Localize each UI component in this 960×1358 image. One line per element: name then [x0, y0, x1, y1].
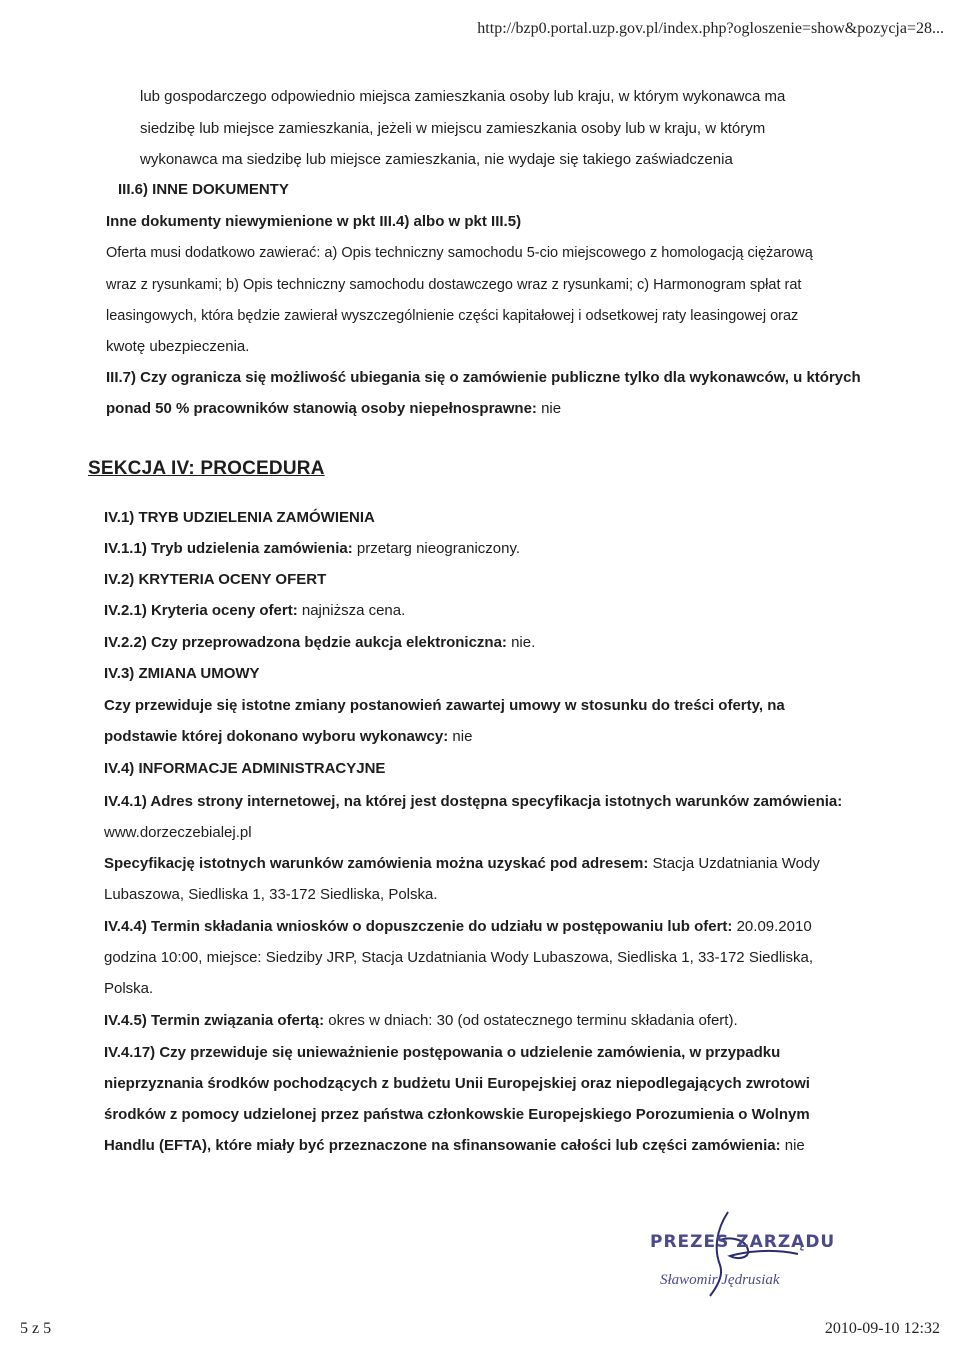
label: IV.2.2) Czy przeprowadzona będzie aukcja elektroniczna:: [104, 634, 507, 651]
text-line: Oferta musi dodatkowo zawierać: a) Opis techniczny samochodu 5-cio miejscowego z homologacją ciężarową: [106, 245, 813, 261]
text-line: siedzibę lub miejsce zamieszkania, jeżeli w miejscu zamieszkania osoby lub w kraju, w którym: [140, 120, 766, 137]
heading-iii6: III.6) INNE DOKUMENTY: [118, 181, 289, 198]
text-line: leasingowych, która będzie zawierał wyszczególnienie części kapitałowej i odsetkowej raty leasingowej oraz: [106, 308, 799, 324]
text-line: [104, 634, 535, 651]
print-datetime: 2010-09-10 12:32: [824, 1320, 940, 1337]
text-line: [104, 602, 405, 619]
label: podstawie której dokonano wyboru wykonawcy:: [104, 728, 449, 745]
text-line: IV.4.1) Adres strony internetowej, na której jest dostępna specyfikacja istotnych warunków zamówienia:: [104, 793, 843, 810]
label: ponad 50 % pracowników stanowią osoby niepełnosprawne:: [106, 400, 537, 417]
text-line: nieprzyznania środków pochodzących z budżetu Unii Europejskiej oraz niepodlegających zwrotowi: [104, 1075, 810, 1092]
value: nie: [784, 1137, 805, 1154]
text-line: [104, 728, 472, 745]
value: przetarg nieograniczony.: [356, 540, 521, 557]
text-line: Lubaszowa, Siedliska 1, 33-172 Siedliska, Polska.: [104, 886, 438, 903]
text-line: [106, 400, 561, 417]
text-line: kwotę ubezpieczenia.: [106, 338, 250, 355]
heading-other-documents: Inne dokumenty niewymienione w pkt III.4) albo w pkt III.5): [106, 213, 522, 230]
value: nie: [541, 400, 562, 417]
heading-iv1: IV.1) TRYB UDZIELENIA ZAMÓWIENIA: [104, 509, 375, 526]
text-line: [104, 918, 812, 935]
stamp-title: PREZES ZARZĄDU: [650, 1232, 836, 1252]
text-line: [104, 855, 820, 872]
website-link: www.dorzeczebialej.pl: [104, 824, 252, 841]
value: okres w dniach: 30 (od ostatecznego terminu składania ofert).: [328, 1012, 738, 1029]
heading-iv3: IV.3) ZMIANA UMOWY: [104, 665, 260, 682]
value: nie: [452, 728, 473, 745]
value: nie.: [511, 634, 536, 651]
value: najniższa cena.: [301, 602, 406, 619]
text-line: Polska.: [104, 980, 154, 997]
label: IV.1.1) Tryb udzielenia zamówienia:: [104, 540, 353, 557]
text-line: wraz z rysunkami; b) Opis techniczny samochodu dostawczego wraz z rysunkami; c) Harmonogram spłat rat: [106, 277, 802, 293]
print-url: http://bzp0.portal.uzp.gov.pl/index.php?ogloszenie=show&pozycja=28...: [477, 20, 944, 37]
label: Handlu (EFTA), które miały być przeznaczone na sfinansowanie całości lub części zamówienia:: [104, 1137, 781, 1154]
text-line: Czy przewiduje się istotne zmiany postanowień zawartej umowy w stosunku do treści oferty, na: [104, 697, 785, 714]
text-line: [104, 1137, 805, 1154]
label: IV.2.1) Kryteria oceny ofert:: [104, 602, 298, 619]
label: Specyfikację istotnych warunków zamówienia można uzyskać pod adresem:: [104, 855, 649, 872]
text-line: wykonawca ma siedzibę lub miejsce zamieszkania, nie wydaje się takiego zaświadczenia: [140, 151, 733, 168]
value: 20.09.2010: [736, 918, 812, 935]
label: IV.4.5) Termin związania ofertą:: [104, 1012, 325, 1029]
heading-iv2: IV.2) KRYTERIA OCENY OFERT: [104, 571, 327, 588]
heading-iv4: IV.4) INFORMACJE ADMINISTRACYJNE: [104, 760, 386, 777]
stamp-name: Sławomir Jędrusiak: [660, 1272, 780, 1288]
page-number: 5 z 5: [20, 1320, 52, 1337]
label: IV.4.4) Termin składania wniosków o dopuszczenie do udziału w postępowaniu lub ofert:: [104, 918, 733, 935]
text-line: godzina 10:00, miejsce: Siedziby JRP, Stacja Uzdatniania Wody Lubaszowa, Siedliska 1, 33-172 Siedliska,: [104, 949, 814, 966]
text-line: środków z pomocy udzielonej przez państwa członkowskie Europejskiego Porozumienia o Wolnym: [104, 1106, 810, 1123]
heading-iv417: IV.4.17) Czy przewiduje się unieważnienie postępowania o udzielenie zamówienia, w przypadku: [104, 1044, 781, 1061]
text-line: lub gospodarczego odpowiednio miejsca zamieszkania osoby lub kraju, w którym wykonawca ma: [140, 88, 786, 105]
heading-iii7: III.7) Czy ogranicza się możliwość ubiegania się o zamówienie publiczne tylko dla wykonawców, u których: [106, 369, 861, 386]
section-title: SEKCJA IV: PROCEDURA: [88, 458, 325, 479]
text-line: [104, 540, 520, 557]
value: Stacja Uzdatniania Wody: [652, 855, 820, 872]
text-line: [104, 1012, 738, 1029]
